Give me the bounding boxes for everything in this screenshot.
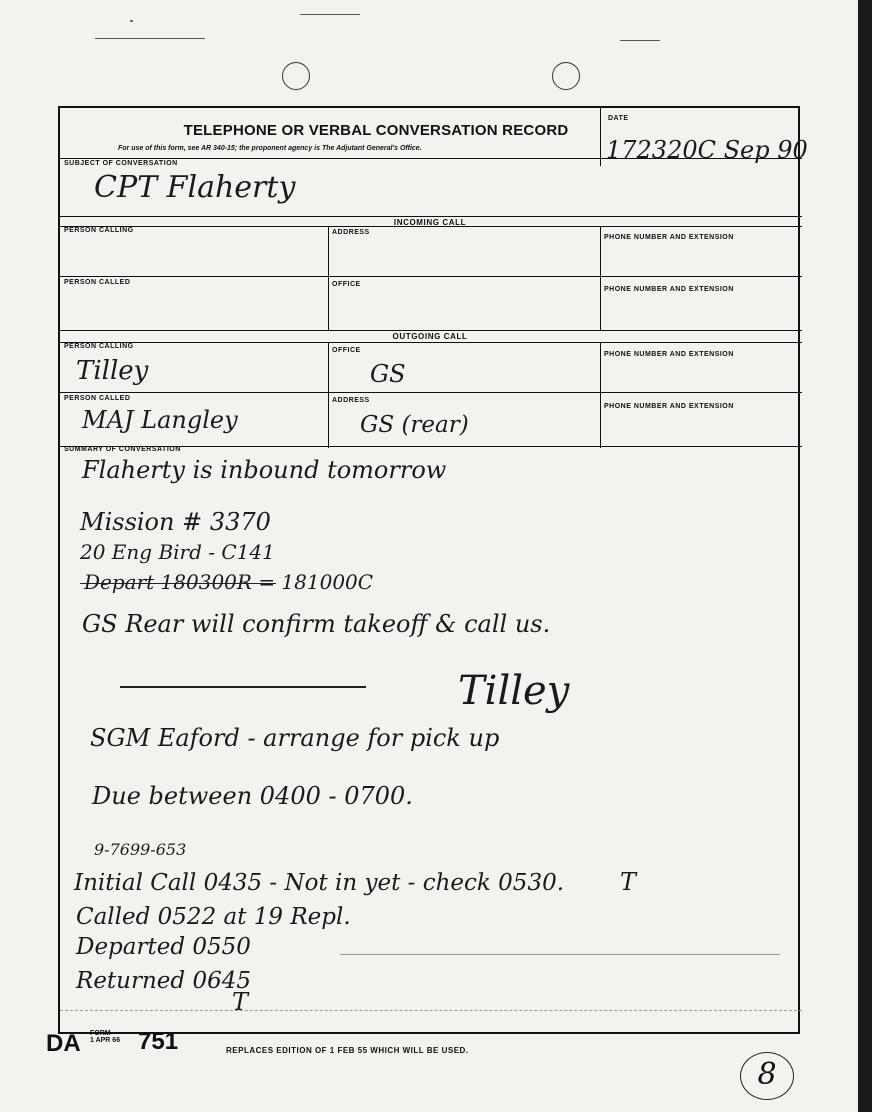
conversation-record-form bbox=[58, 106, 808, 1034]
summary-line: Returned 0645 bbox=[76, 968, 251, 994]
outgoing-phone-label-2: PHONE NUMBER AND EXTENSION bbox=[604, 403, 734, 410]
date-value: 172320C Sep 90 bbox=[606, 136, 808, 164]
summary-line: GS Rear will confirm takeoff & call us. bbox=[82, 610, 551, 638]
scan-speck bbox=[95, 38, 205, 39]
strike-through bbox=[80, 583, 276, 584]
scan-speck bbox=[130, 20, 133, 22]
summary-line: SGM Eaford - arrange for pick up bbox=[90, 724, 500, 752]
outgoing-phone-label-1: PHONE NUMBER AND EXTENSION bbox=[604, 351, 734, 358]
outgoing-person-calling-value: Tilley bbox=[76, 356, 149, 386]
summary-line: Mission # 3370 bbox=[80, 508, 271, 536]
outgoing-person-calling-label: PERSON CALLING bbox=[64, 343, 134, 350]
incoming-phone-label-1: PHONE NUMBER AND EXTENSION bbox=[604, 234, 734, 241]
summary-line: Depart 180300R = 181000C bbox=[84, 570, 374, 594]
outgoing-address-value: GS (rear) bbox=[360, 412, 469, 438]
initial-mark: T bbox=[620, 868, 637, 896]
summary-label: SUMMARY OF CONVERSATION bbox=[64, 446, 181, 453]
form-word: FORM bbox=[90, 1030, 111, 1037]
form-number: 751 bbox=[138, 1028, 179, 1055]
page-number: 8 bbox=[740, 1052, 794, 1100]
date-label: DATE bbox=[608, 115, 629, 122]
summary-line: Initial Call 0435 - Not in yet - check 0530. bbox=[74, 870, 565, 896]
punch-hole-right bbox=[552, 62, 580, 90]
initial-mark: T bbox=[232, 988, 249, 1016]
outgoing-address-label: ADDRESS bbox=[332, 397, 370, 404]
incoming-person-calling-label: PERSON CALLING bbox=[64, 227, 134, 234]
separator-stroke bbox=[120, 686, 366, 688]
outgoing-person-called-label: PERSON CALLED bbox=[64, 395, 131, 402]
summary-line: 9-7699-653 bbox=[94, 840, 187, 859]
summary-line: Flaherty is inbound tomorrow bbox=[82, 456, 447, 484]
faint-rule bbox=[340, 954, 780, 955]
summary-line: Departed 0550 bbox=[76, 934, 251, 960]
faint-rule bbox=[60, 1010, 802, 1011]
outgoing-call-header: OUTGOING CALL bbox=[392, 332, 468, 341]
incoming-phone-label-2: PHONE NUMBER AND EXTENSION bbox=[604, 286, 734, 293]
incoming-call-header: INCOMING CALL bbox=[393, 218, 467, 227]
summary-line: Due between 0400 - 0700. bbox=[92, 782, 413, 810]
replaces-note: REPLACES EDITION OF 1 FEB 55 WHICH WILL BE USED. bbox=[226, 1046, 469, 1055]
incoming-office-label: OFFICE bbox=[332, 281, 361, 288]
incoming-person-called-label: PERSON CALLED bbox=[64, 279, 131, 286]
subject-label: SUBJECT OF CONVERSATION bbox=[64, 160, 178, 167]
scan-speck bbox=[300, 14, 360, 15]
form-word-and-date bbox=[90, 1030, 120, 1044]
summary-line: Called 0522 at 19 Repl. bbox=[76, 904, 351, 930]
form-prefix: DA bbox=[46, 1030, 81, 1057]
incoming-address-label: ADDRESS bbox=[332, 229, 370, 236]
outgoing-person-called-value: MAJ Langley bbox=[82, 406, 238, 434]
scan-speck bbox=[620, 40, 660, 41]
subject-value: CPT Flaherty bbox=[94, 170, 296, 205]
signature: Tilley bbox=[458, 668, 570, 714]
form-date: 1 APR 66 bbox=[90, 1037, 121, 1044]
scan-edge bbox=[858, 0, 872, 1112]
form-subtitle: For use of this form, see AR 340-15; the proponent agency is The Adjutant General's Office. bbox=[118, 145, 422, 152]
outgoing-office-label: OFFICE bbox=[332, 347, 361, 354]
punch-hole-left bbox=[282, 62, 310, 90]
outgoing-office-value: GS bbox=[370, 360, 406, 388]
form-title: TELEPHONE OR VERBAL CONVERSATION RECORD bbox=[183, 122, 569, 139]
summary-line: 20 Eng Bird - C141 bbox=[80, 540, 275, 564]
